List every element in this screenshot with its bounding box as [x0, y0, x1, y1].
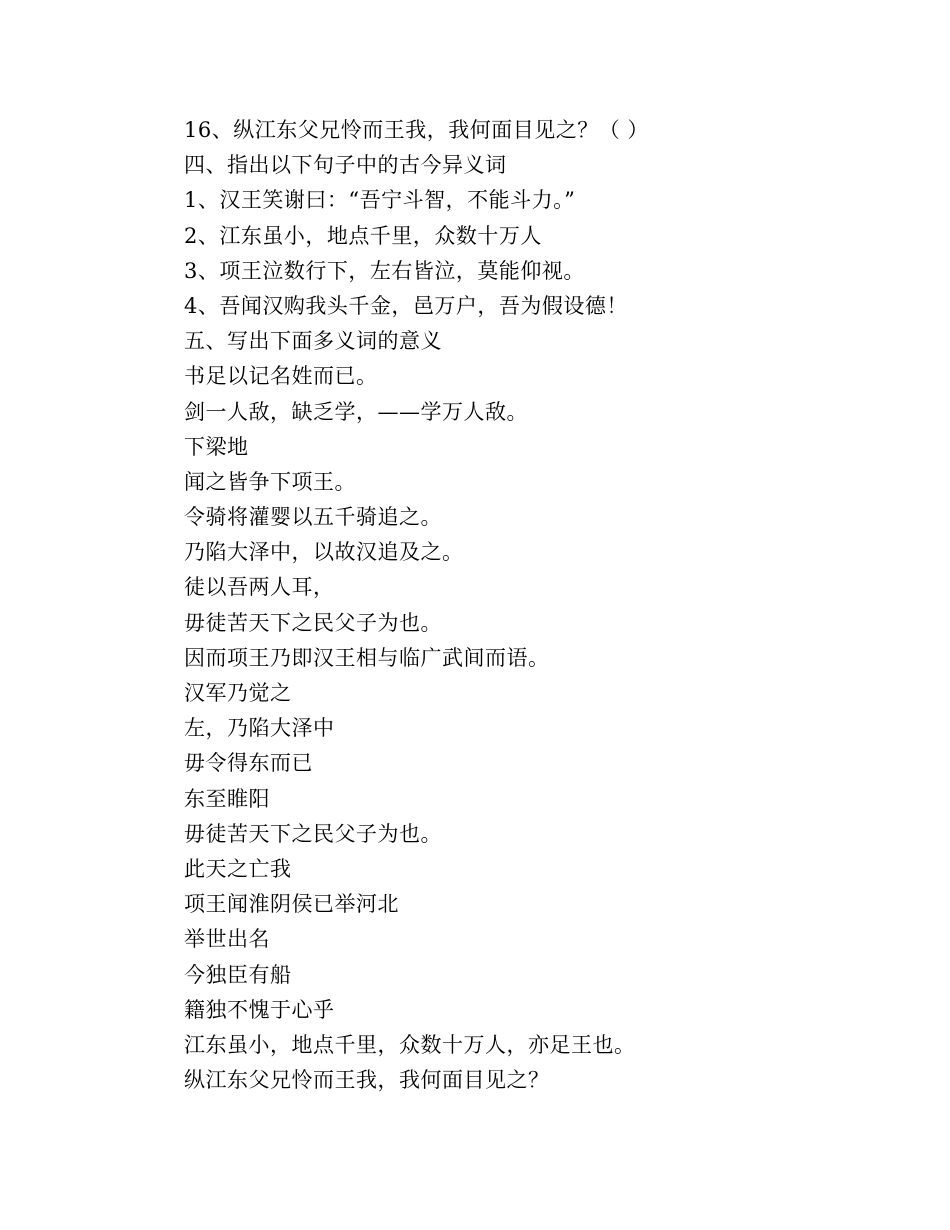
- text-line: 江东虽小，地点千里，众数十万人，亦足王也。: [184, 1032, 636, 1057]
- text-line: 因而项王乃即汉王相与临广武间而语。: [184, 645, 550, 670]
- section-heading: 五、写出下面多义词的意义: [184, 329, 442, 354]
- text-line: 毋徒苦天下之民父子为也。: [184, 821, 442, 846]
- text-line: 1、汉王笑谢曰：“吾宁斗智，不能斗力。”: [184, 188, 576, 213]
- text-line: 东至睢阳: [184, 786, 270, 811]
- text-line: 3、项王泣数行下，左右皆泣，莫能仰视。: [184, 258, 585, 283]
- text-line: 左，乃陷大泽中: [184, 716, 335, 741]
- text-line: 汉军乃觉之: [184, 681, 292, 705]
- text-line: 今独臣有船: [184, 962, 292, 987]
- text-line: 纵江东父兄怜而王我，我何面目见之？: [184, 1068, 550, 1093]
- text-line: 4、吾闻汉购我头千金，邑万户，吾为假设德！: [184, 293, 628, 318]
- text-line: 2、江东虽小，地点千里，众数十万人: [184, 223, 542, 248]
- text-line: 乃陷大泽中，以故汉追及之。: [184, 540, 464, 565]
- text-line: 此天之亡我: [184, 856, 292, 881]
- text-line: 毋徒苦天下之民父子为也。: [184, 610, 442, 635]
- text-line: 举世出名: [184, 927, 270, 952]
- text-line: 徒以吾两人耳，: [184, 575, 335, 600]
- text-line: 16、纵江东父兄怜而王我，我何面目见之？（ ）: [184, 118, 649, 142]
- text-line: 毋令得东而已: [184, 751, 313, 776]
- text-line: 书足以记名姓而已。: [184, 364, 378, 389]
- section-heading: 四、指出以下句子中的古今异义词: [184, 153, 507, 178]
- text-line: 剑一人敌，缺乏学，——学万人敌。: [184, 399, 528, 424]
- text-line: 令骑将灌婴以五千骑追之。: [184, 505, 442, 530]
- document-text: [184, 113, 844, 1098]
- text-line: 闻之皆争下项王。: [184, 469, 356, 494]
- text-line: 项王闻淮阴侯已举河北: [184, 892, 399, 917]
- text-line: 籍独不愧于心乎: [184, 997, 335, 1022]
- text-line: 下梁地: [184, 434, 249, 459]
